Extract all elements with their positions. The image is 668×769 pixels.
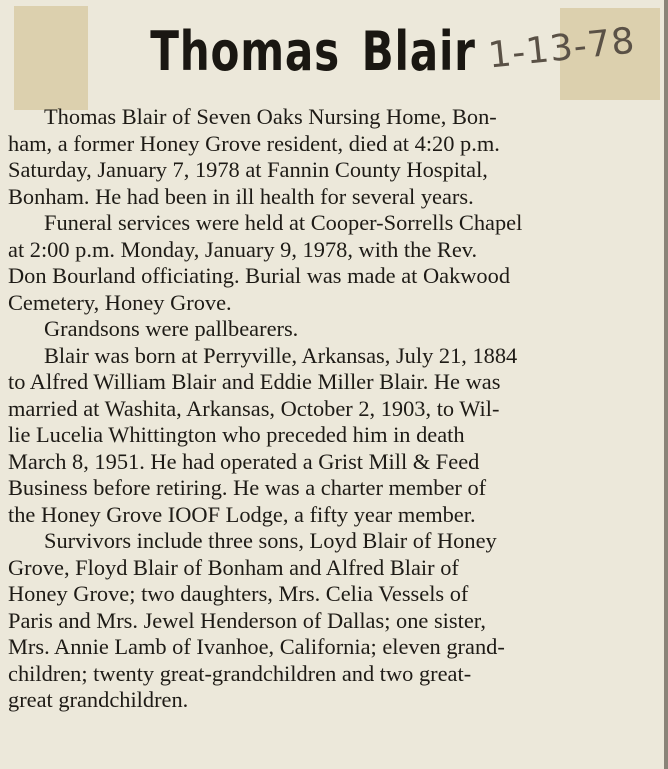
body-line: ham, a former Honey Grove resident, died at 4:20 p.m. — [8, 130, 500, 156]
body-line: Blair was born at Perryville, Arkansas, July 21, 1884 — [44, 342, 518, 368]
body-line: Thomas Blair of Seven Oaks Nursing Home, Bon- — [44, 104, 497, 129]
body-line: Funeral services were held at Cooper-Sorrells Chapel — [44, 210, 523, 235]
body-line: Saturday, January 7, 1978 at Fannin County Hospital, — [8, 157, 488, 182]
clipping-edge-shadow — [664, 0, 668, 769]
body-line: Paris and Mrs. Jewel Henderson of Dallas; one sister, — [8, 607, 486, 633]
body-line: Cemetery, Honey Grove. — [8, 289, 232, 315]
body-line: Grandsons were pallbearers. — [44, 316, 299, 341]
body-line: Survivors include three sons, Loyd Blair of Honey — [44, 528, 497, 553]
body-line: Mrs. Annie Lamb of Ivanhoe, California; eleven grand- — [8, 634, 505, 659]
body-line: Don Bourland officiating. Burial was made at Oakwood — [8, 263, 511, 288]
body-line: Grove, Floyd Blair of Bonham and Alfred Blair of — [8, 554, 459, 580]
body-line: great grandchildren. — [8, 687, 189, 712]
body-line: at 2:00 p.m. Monday, January 9, 1978, with the Rev. — [8, 236, 478, 262]
body-line: to Alfred William Blair and Eddie Miller Blair. He was — [8, 369, 501, 394]
body-line: Bonham. He had been in ill health for several years. — [8, 183, 474, 209]
body-line: the Honey Grove IOOF Lodge, a fifty year member. — [8, 501, 476, 527]
obituary-body — [8, 104, 664, 714]
body-line: lie Lucelia Whittington who preceded him in death — [8, 422, 465, 447]
body-line: children; twenty great-grandchildren and two great- — [8, 660, 472, 686]
obituary-headline: Thomas Blair — [150, 20, 476, 83]
body-line: March 8, 1951. He had operated a Grist Mill & Feed — [8, 448, 480, 474]
body-line: married at Washita, Arkansas, October 2, 1903, to Wil- — [8, 395, 500, 421]
body-line: Business before retiring. He was a charter member of — [8, 475, 487, 500]
handwritten-date: 1-13-78 — [486, 20, 638, 77]
body-line: Honey Grove; two daughters, Mrs. Celia Vessels of — [8, 581, 469, 606]
